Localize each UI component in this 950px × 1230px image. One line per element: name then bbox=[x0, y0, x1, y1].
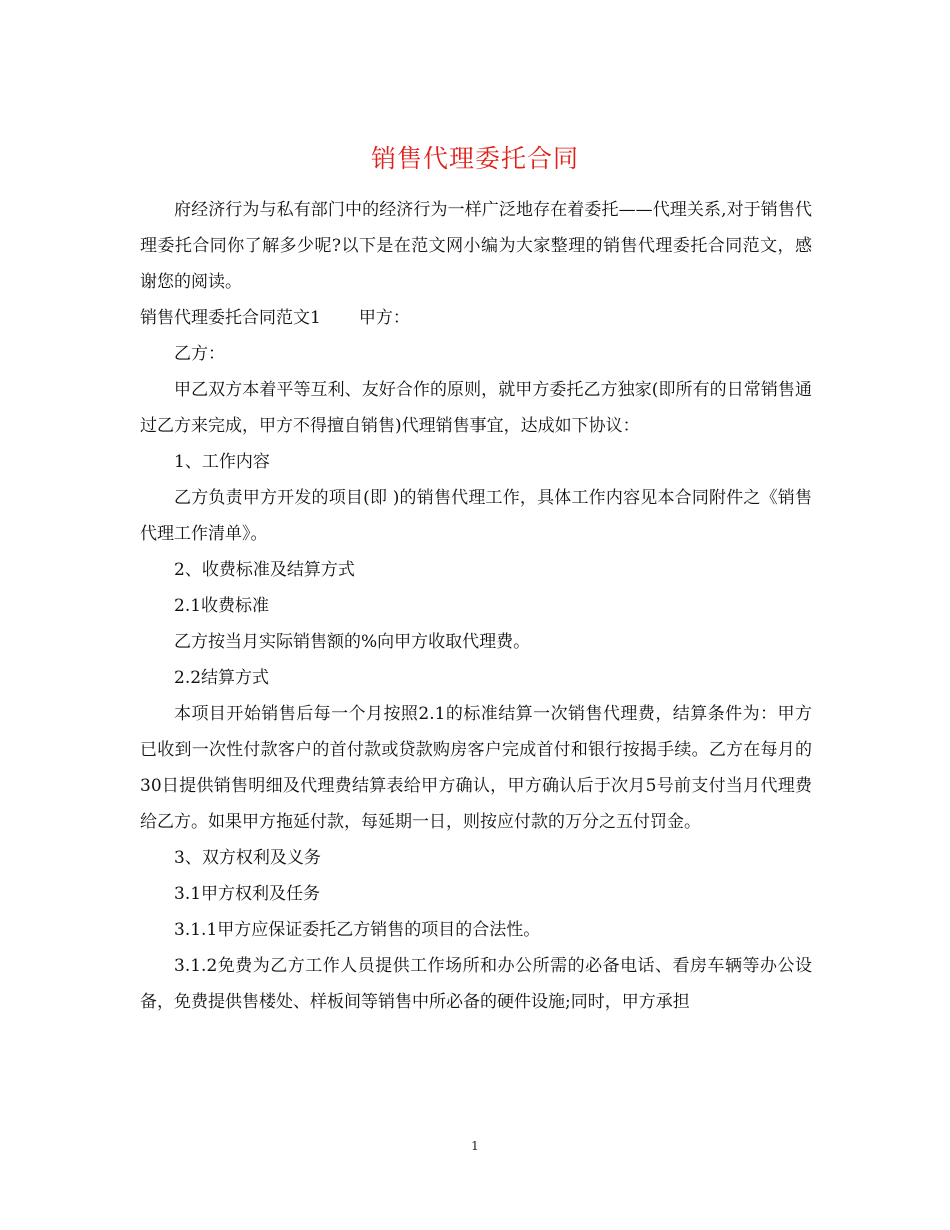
section-1-heading: 1、工作内容 bbox=[174, 452, 270, 472]
section-2-1-heading: 2.1收费标准 bbox=[174, 596, 270, 616]
document-body bbox=[140, 192, 812, 1020]
paragraph-settlement: 本项目开始销售后每一个月按照2.1的标准结算一次销售代理费，结算条件为：甲方已收到一次性付款客户的首付款或贷款购房客户完成首付和银行按揭手续。乙方在每月的30日提供销售明细及代理费结算表给甲方确认，甲方确认后于次月5号前支付当月代理费给乙方。如果甲方拖延付款，每延期一日，则按应付款的万分之五付罚金。 bbox=[140, 704, 812, 832]
paragraph-work-content: 乙方负责甲方开发的项目(即 )的销售代理工作，具体工作内容见本合同附件之《销售代理工作清单》。 bbox=[140, 488, 812, 544]
section-3-1-heading: 3.1甲方权利及任务 bbox=[174, 884, 321, 904]
section-2-heading: 2、收费标准及结算方式 bbox=[174, 560, 355, 580]
party-b-label: 乙方： bbox=[174, 344, 225, 364]
paragraph-agreement: 甲乙双方本着平等互利、友好合作的原则，就甲方委托乙方独家(即所有的日常销售通过乙方来完成，甲方不得擅自销售)代理销售事宜，达成如下协议： bbox=[140, 380, 812, 436]
sample-heading: 销售代理委托合同范文1 bbox=[140, 308, 321, 328]
page-number: 1 bbox=[471, 1139, 479, 1153]
document-title: 销售代理委托合同 bbox=[370, 144, 579, 173]
clause-3-1-2: 3.1.2免费为乙方工作人员提供工作场所和办公所需的必备电话、看房车辆等办公设备，免费提供售楼处、样板间等销售中所必备的硬件设施;同时，甲方承担 bbox=[140, 956, 812, 1012]
clause-3-1-1: 3.1.1甲方应保证委托乙方销售的项目的合法性。 bbox=[174, 920, 541, 940]
paragraph-fee: 乙方按当月实际销售额的%向甲方收取代理费。 bbox=[174, 632, 531, 652]
paragraph-intro: 府经济行为与私有部门中的经济行为一样广泛地存在着委托——代理关系,对于销售代理委托合同你了解多少呢?以下是在范文网小编为大家整理的销售代理委托合同范文，感谢您的阅读。 bbox=[140, 200, 812, 292]
party-a-label: 甲方： bbox=[358, 308, 410, 328]
paragraph-heading-line bbox=[140, 300, 812, 336]
section-3-heading: 3、双方权利及义务 bbox=[174, 848, 321, 868]
section-2-2-heading: 2.2结算方式 bbox=[174, 668, 270, 688]
